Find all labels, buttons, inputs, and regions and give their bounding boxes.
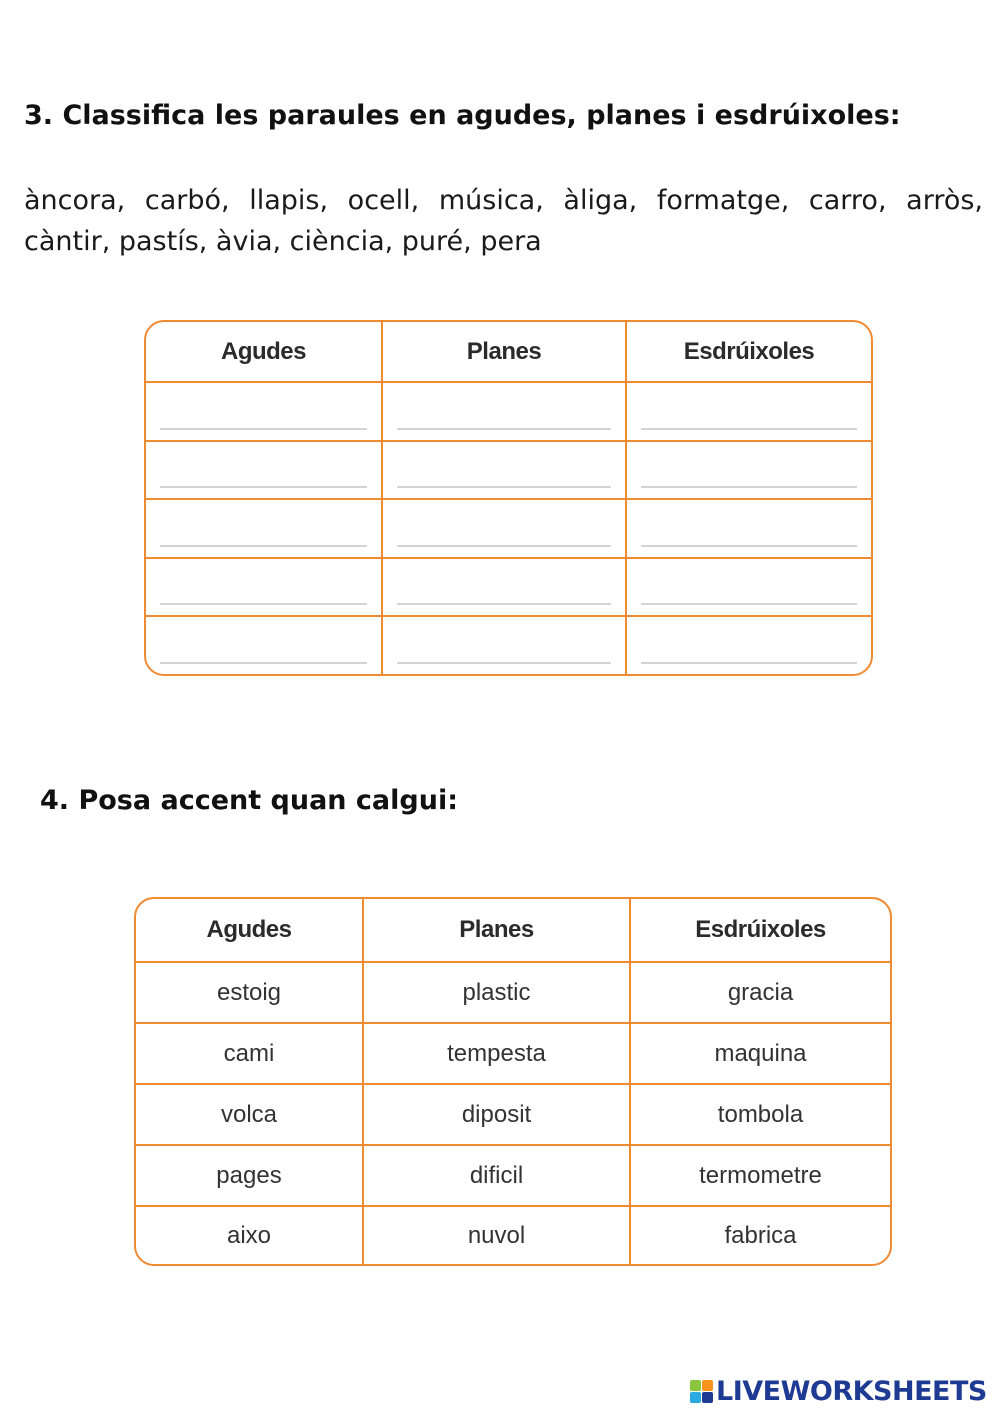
table-header-row	[136, 899, 890, 963]
answer-cell-esdruixoles[interactable]	[627, 617, 871, 674]
table-row	[136, 1146, 890, 1207]
answer-line	[160, 662, 367, 664]
liveworksheets-logo[interactable]	[690, 1374, 987, 1408]
exercise-3-title: 3. Classifica les paraules en agudes, planes i esdrúixoles:	[24, 100, 901, 131]
word-cell[interactable]: nuvol	[364, 1207, 631, 1265]
logo-mark-square	[702, 1392, 713, 1403]
classification-table	[144, 320, 873, 676]
header-agudes: Agudes	[146, 322, 383, 381]
word-cell[interactable]: aixo	[136, 1207, 364, 1265]
answer-line	[397, 662, 611, 664]
answer-cell-planes[interactable]	[383, 442, 627, 499]
table-row	[136, 1085, 890, 1146]
table-row	[146, 559, 871, 618]
word-cell[interactable]: tempesta	[364, 1024, 631, 1083]
header-planes: Planes	[383, 322, 627, 381]
answer-line	[397, 603, 611, 605]
answer-line	[160, 545, 367, 547]
answer-cell-esdruixoles[interactable]	[627, 559, 871, 616]
logo-mark-square	[690, 1380, 701, 1391]
word-cell[interactable]: fabrica	[724, 1222, 797, 1249]
word-cell[interactable]: termometre	[699, 1161, 822, 1189]
logo-mark-square	[690, 1392, 701, 1403]
table-row	[136, 963, 890, 1024]
accent-table	[134, 897, 892, 1266]
answer-line	[160, 603, 367, 605]
table-row	[136, 1024, 890, 1085]
answer-line	[641, 662, 857, 664]
word-cell[interactable]: pages	[136, 1146, 364, 1205]
exercise-4-title: 4. Posa accent quan calgui:	[40, 785, 459, 816]
logo-mark-square	[702, 1380, 713, 1391]
table-row	[146, 383, 871, 442]
answer-cell-esdruixoles[interactable]	[627, 442, 871, 499]
answer-cell-planes[interactable]	[383, 559, 627, 616]
word-cell[interactable]: volca	[136, 1085, 364, 1144]
answer-line	[160, 428, 367, 430]
header-agudes: Agudes	[136, 899, 364, 961]
answer-line	[160, 486, 367, 488]
table-row	[146, 617, 871, 674]
answer-cell-agudes[interactable]	[146, 383, 383, 440]
table-row	[136, 1207, 890, 1265]
header-esdruixoles: Esdrúixoles	[683, 337, 815, 365]
word-cell[interactable]: diposit	[364, 1085, 631, 1144]
word-cell[interactable]: cami	[136, 1024, 364, 1083]
answer-line	[641, 545, 857, 547]
word-cell[interactable]: dificil	[364, 1146, 631, 1205]
word-cell[interactable]: estoig	[136, 963, 364, 1022]
answer-cell-esdruixoles[interactable]	[627, 383, 871, 440]
table-row	[146, 442, 871, 501]
answer-line	[397, 428, 611, 430]
answer-cell-agudes[interactable]	[146, 500, 383, 557]
answer-line	[641, 486, 857, 488]
word-cell[interactable]: tombola	[717, 1100, 804, 1128]
word-cell[interactable]: maquina	[714, 1039, 807, 1067]
answer-line	[397, 545, 611, 547]
logo-text: LIVEWORKSHEETS	[716, 1375, 987, 1407]
answer-cell-agudes[interactable]	[146, 617, 383, 674]
header-esdruixoles: Esdrúixoles	[695, 916, 826, 943]
answer-cell-agudes[interactable]	[146, 559, 383, 616]
answer-cell-planes[interactable]	[383, 617, 627, 674]
answer-cell-agudes[interactable]	[146, 442, 383, 499]
word-cell[interactable]: gracia	[727, 978, 794, 1006]
answer-cell-esdruixoles[interactable]	[627, 500, 871, 557]
word-cell[interactable]: plastic	[364, 963, 631, 1022]
answer-line	[397, 486, 611, 488]
answer-line	[641, 603, 857, 605]
answer-cell-planes[interactable]	[383, 500, 627, 557]
table-row	[146, 500, 871, 559]
table-header-row	[146, 322, 871, 383]
answer-cell-planes[interactable]	[383, 383, 627, 440]
logo-mark-icon	[690, 1380, 713, 1403]
word-list: àncora, carbó, llapis, ocell, música, àliga, formatge, carro, arròs, càntir, pastís, àvia, ciència, puré, pera	[24, 185, 983, 257]
answer-line	[641, 428, 857, 430]
header-planes: Planes	[364, 899, 631, 961]
